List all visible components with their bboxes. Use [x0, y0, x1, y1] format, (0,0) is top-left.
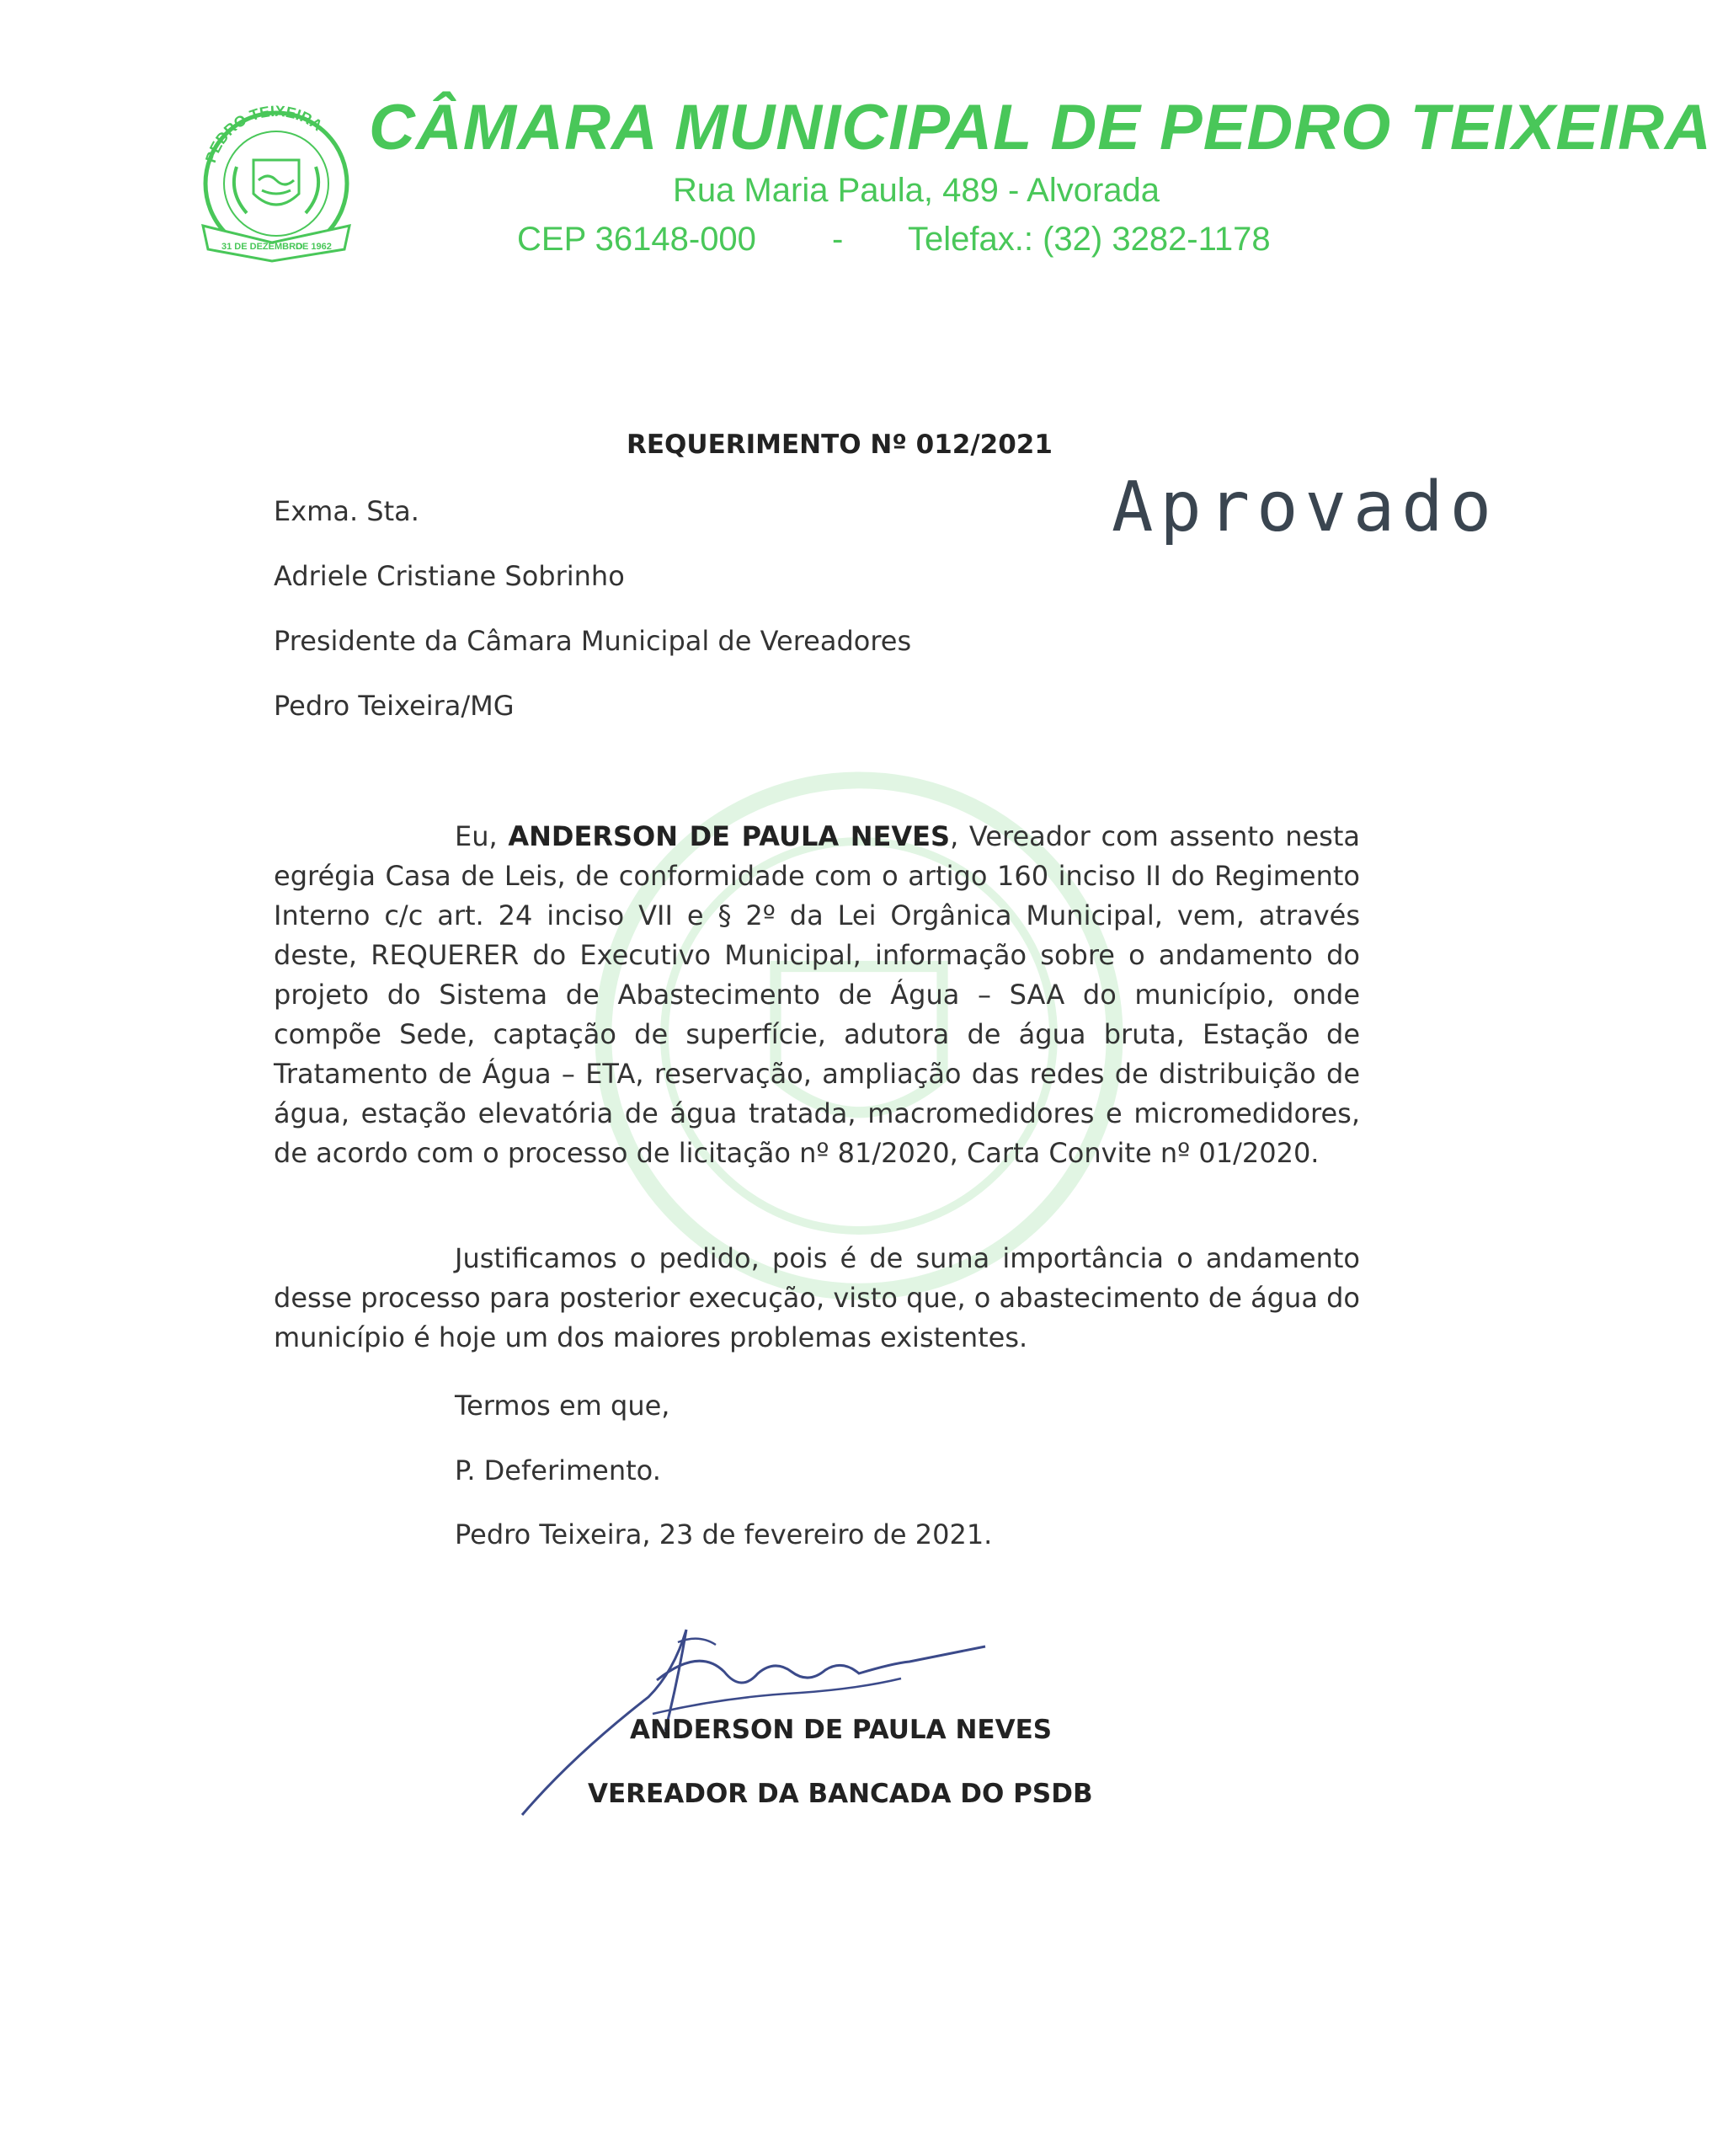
seal-text-top: PEDRO TEIXEIRA	[201, 102, 326, 165]
body-text: , Vereador com assento nesta egrégia Casa de Leis, de conformidade com o artigo 160 inciso II do Regimento Interno c/c art. 24 inciso VII e § 2º da Lei Orgânica Municipal, vem, através deste, REQUERER do Executivo Municipal, informação sobre o andamento do projeto do Sistema de Abastecimento de Água – SAA do município, onde compõe Sede, captação de superfície, adutora de água bruta, Estação de Tratamento de Água – ETA, reservação, ampliação das redes de distribuição de água, estação elevatória de água tratada, macromedidores e micromedidores, de acordo com o processo de licitação nº 81/2020, Carta Convite nº 01/2020.	[274, 820, 1361, 1169]
recipient-title: Presidente da Câmara Municipal de Vereadores	[274, 625, 912, 657]
chamber-title: CÂMARA MUNICIPAL DE PEDRO TEIXEIRA	[369, 92, 1712, 163]
signer-name: ANDERSON DE PAULA NEVES	[630, 1715, 1053, 1745]
recipient-location: Pedro Teixeira/MG	[274, 690, 515, 722]
chamber-phone: Telefax.: (32) 3282-1178	[908, 221, 1271, 258]
seal-text-date: 31 DE DEZEMBRO	[221, 242, 303, 252]
body-paragraph-justification	[274, 1239, 1360, 1358]
councilor-name: ANDERSON DE PAULA NEVES	[508, 820, 951, 852]
seal-text-year: DE 1962	[296, 242, 332, 252]
body-paragraph-request	[274, 817, 1360, 1173]
chamber-cep: CEP 36148-000	[517, 221, 756, 258]
approval-stamp: Aprovado	[1112, 467, 1498, 547]
municipal-seal-icon	[187, 99, 365, 268]
document-date: Pedro Teixeira, 23 de fevereiro de 2021.	[455, 1518, 993, 1550]
justification-text: Justificamos o pedido, pois é de suma importância o andamento desse processo para posterior execução, visto que, o abastecimento de água do município é hoje um dos maiores problemas existentes.	[274, 1242, 1360, 1353]
body-lead: Eu,	[455, 820, 498, 852]
recipient-name: Adriele Cristiane Sobrinho	[274, 560, 625, 592]
closing-terms: Termos em que,	[455, 1390, 670, 1422]
chamber-address: Rua Maria Paula, 489 - Alvorada	[672, 172, 1160, 209]
contact-separator: -	[832, 221, 844, 258]
signer-role: VEREADOR DA BANCADA DO PSDB	[588, 1779, 1093, 1809]
closing-request: P. Deferimento.	[455, 1454, 661, 1486]
recipient-greeting: Exma. Sta.	[274, 495, 419, 527]
document-title: REQUERIMENTO Nº 012/2021	[627, 430, 1053, 460]
